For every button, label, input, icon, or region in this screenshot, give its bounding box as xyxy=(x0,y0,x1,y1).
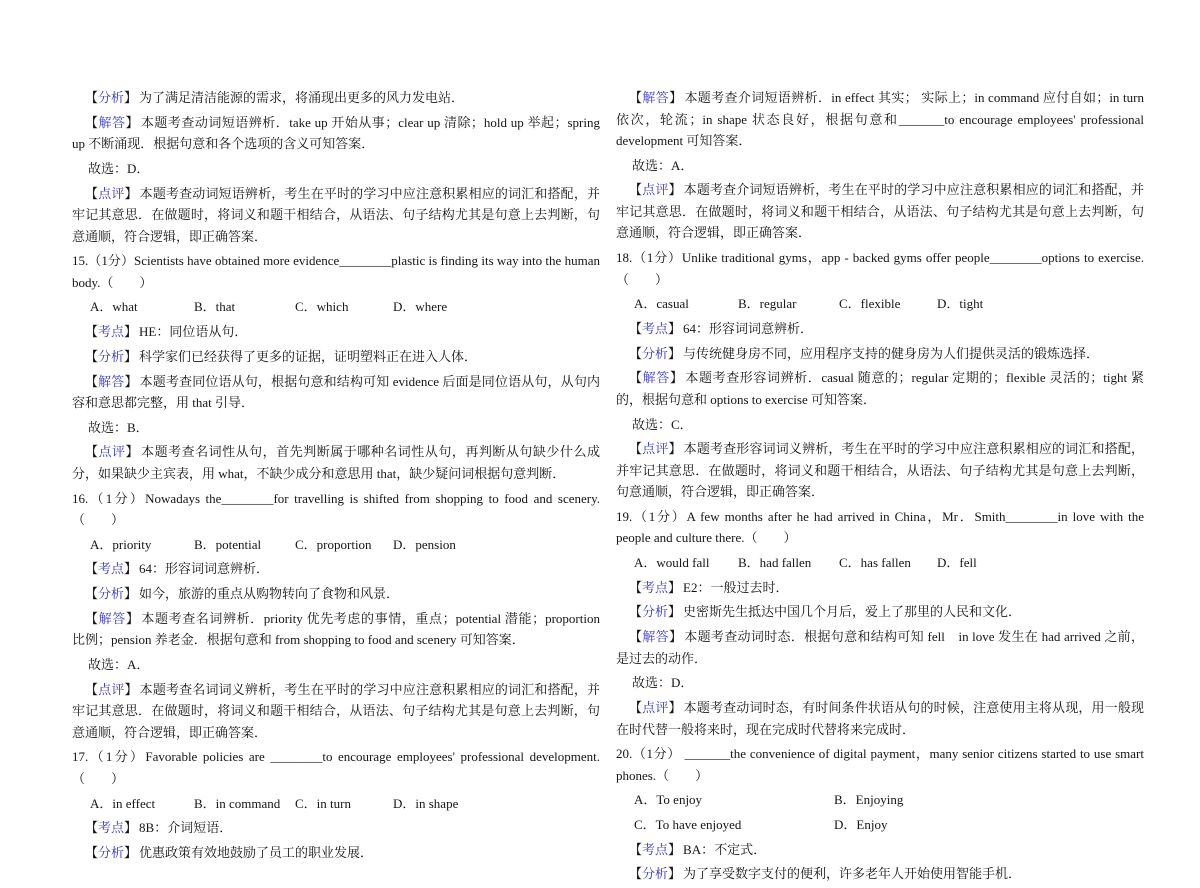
option-d: D．in shape xyxy=(393,795,459,811)
bracket-tag xyxy=(85,682,138,697)
paragraph-text: 如今，旅游的重点从购物转向了食物和风景． xyxy=(139,586,400,602)
paragraph-text: 本题考查动词短语辨析，考生在平时的学习中应注意积累相应的词汇和搭配，并牢记其意思．在做题时，将词义和题干相结合，从语法、句子结构尤其是句意上去判断，句意通顺，符合逻辑，即正确答案． xyxy=(72,185,600,244)
question-stem-20 xyxy=(616,743,1144,786)
bracket-tag xyxy=(629,700,682,715)
option-d: D．Enjoy xyxy=(834,816,888,832)
bracket-open: 【 xyxy=(85,348,99,364)
tag-label-analysis: 分析 xyxy=(642,345,669,361)
bracket-open: 【 xyxy=(85,844,99,860)
bracket-open: 【 xyxy=(629,370,643,386)
bracket-open: 【 xyxy=(629,320,643,336)
option-d: D．where xyxy=(393,299,448,315)
bracket-open: 【 xyxy=(629,700,643,715)
comment-paragraph xyxy=(72,679,600,744)
keypoint-paragraph xyxy=(616,577,1144,599)
option-a: A．what xyxy=(90,299,138,315)
tag-label-analysis: 分析 xyxy=(98,348,125,364)
tag-label-comment: 点评 xyxy=(642,182,669,198)
bracket-open: 【 xyxy=(629,345,643,361)
tag-label-analysis: 分析 xyxy=(98,844,125,860)
bracket-tag xyxy=(629,441,682,456)
analysis-paragraph xyxy=(616,601,1144,623)
bracket-close: 】 xyxy=(125,114,139,130)
bracket-tag xyxy=(85,820,137,835)
option-a: A．in effect xyxy=(90,795,156,811)
bracket-close: 】 xyxy=(124,373,138,389)
option-b: B．that xyxy=(194,299,236,315)
bracket-close: 】 xyxy=(124,185,138,201)
bracket-open: 【 xyxy=(85,114,99,130)
paragraph-text: 本题考查同位语从句，根据句意和结构可知 evidence 后面是同位语从句，从句内容和意思都完整，用 that 引导． xyxy=(72,373,600,410)
bracket-open: 【 xyxy=(85,324,99,340)
paragraph-text: 本题考查名词辨析．priority 优先考虑的事情，重点；potential 潜能；proportion 比例；pension 养老金．根据句意和 from shopping to food and scenery 可知答案． xyxy=(72,610,600,648)
paragraph-text: 本题考查形容词辨析．casual 随意的；regular 定期的；flexible 灵活的；tight 紧的，根据句意和 options to exercise 可知答案． xyxy=(616,370,1144,407)
answer-choice-text: 故选：C． xyxy=(632,416,693,432)
question-stem-17 xyxy=(72,746,600,789)
comment-paragraph xyxy=(616,179,1144,244)
paragraph-text: 本题考查动词时态．根据句意和结构可知 fell in love 发生在 had arrived 之前，是过去的动作． xyxy=(616,629,1144,666)
tag-label-analysis: 分析 xyxy=(642,866,669,882)
option-c: C．To have enjoyed xyxy=(634,816,742,832)
paragraph-text: BA：不定式． xyxy=(683,841,767,857)
option-c: C．flexible xyxy=(839,296,901,312)
paragraph-text: 64：形容词词意辨析． xyxy=(683,320,814,336)
paragraph-text: 本题考查介词短语辨析，考生在平时的学习中应注意积累相应的词汇和搭配，并牢记其意思．在做题时，将词义和题干相结合，从语法、句子结构尤其是句意上去判断，句意通顺，符合逻辑，即正确答案． xyxy=(616,182,1144,241)
bracket-tag xyxy=(85,586,137,601)
option-c: C．which xyxy=(295,299,349,315)
bracket-tag xyxy=(629,866,681,881)
bracket-open: 【 xyxy=(85,561,99,577)
bracket-tag xyxy=(85,444,139,459)
bracket-open: 【 xyxy=(85,90,99,105)
answer-choice-line xyxy=(72,654,600,676)
bracket-open: 【 xyxy=(85,444,99,460)
tag-label-explanation: 解答 xyxy=(642,370,670,386)
bracket-open: 【 xyxy=(629,579,643,595)
keypoint-paragraph xyxy=(616,839,1144,861)
answer-choice-line xyxy=(616,414,1144,436)
option-a: A．To enjoy xyxy=(634,792,703,808)
tag-label-keypoint: 考点 xyxy=(98,324,125,340)
bracket-close: 】 xyxy=(125,610,140,626)
bracket-close: 】 xyxy=(124,90,138,105)
question-text: 15.（1分）Scientists have obtained more evidence________plastic is finding its way into the human body.（ ） xyxy=(72,253,600,290)
tag-label-explanation: 解答 xyxy=(98,373,125,389)
tag-label-analysis: 分析 xyxy=(642,604,669,620)
bracket-tag xyxy=(85,90,137,105)
bracket-close: 】 xyxy=(669,370,684,386)
tag-label-keypoint: 考点 xyxy=(642,320,669,336)
bracket-open: 【 xyxy=(629,841,643,857)
bracket-tag xyxy=(85,115,139,130)
tag-label-explanation: 解答 xyxy=(98,114,126,130)
question-stem-16 xyxy=(72,488,600,531)
options-row-17 xyxy=(72,793,600,815)
tag-label-explanation: 解答 xyxy=(642,90,670,105)
left-column xyxy=(72,87,600,867)
bracket-close: 】 xyxy=(668,700,682,715)
bracket-close: 】 xyxy=(124,348,138,364)
keypoint-paragraph xyxy=(72,817,600,839)
question-text: 17.（1分）Favorable policies are ________to encourage employees' professional development.（ ） xyxy=(72,749,600,786)
question-text: 18.（1分）Unlike traditional gyms，app - backed gyms offer people________options to exercise.（ ） xyxy=(616,250,1144,287)
paragraph-text: 科学家们已经获得了更多的证据，证明塑料正在进入人体． xyxy=(139,348,478,364)
bracket-tag xyxy=(85,186,138,201)
option-d: D．fell xyxy=(937,555,977,571)
paragraph-text: 本题考查介词短语辨析．in effect 其实； 实际上；in command 应付自如；in turn 依次，轮流；in shape 状态良好，根据句意和_______to encourage employees' professional development 可知答案． xyxy=(616,90,1144,148)
question-text: 16.（1分）Nowadays the________for travelling is shifted from shopping to food and scenery.（ ） xyxy=(72,490,600,528)
options-row-18 xyxy=(616,293,1144,315)
paragraph-text: 本题考查动词短语辨析．take up 开始从事；clear up 清除；hold up 举起；spring up 不断涌现．根据句意和各个选项的含义可知答案． xyxy=(72,114,600,152)
bracket-close: 】 xyxy=(124,324,138,340)
bracket-open: 【 xyxy=(629,604,643,620)
option-c: C．proportion xyxy=(295,536,372,552)
bracket-tag xyxy=(629,842,681,857)
paragraph-text: 本题考查名词词义辨析，考生在平时的学习中应注意积累相应的词汇和搭配，并牢记其意思．在做题时，将词义和题干相结合，从语法、句子结构尤其是句意上去判断，句意通顺，符合逻辑，即正确答案． xyxy=(72,681,600,740)
bracket-tag xyxy=(85,324,137,339)
comment-paragraph xyxy=(616,438,1144,503)
keypoint-paragraph xyxy=(616,318,1144,340)
explanation-paragraph xyxy=(72,112,600,155)
analysis-paragraph xyxy=(72,346,600,368)
answer-choice-text: 故选：D． xyxy=(632,675,694,691)
tag-label-comment: 点评 xyxy=(98,185,125,201)
options-row-19 xyxy=(616,552,1144,574)
bracket-close: 】 xyxy=(668,866,682,882)
tag-label-keypoint: 考点 xyxy=(98,820,125,836)
bracket-close: 】 xyxy=(124,844,138,860)
question-stem-18 xyxy=(616,247,1144,290)
option-a: A．would fall xyxy=(634,555,710,571)
question-stem-15 xyxy=(72,250,600,293)
bracket-tag xyxy=(85,561,137,576)
explanation-paragraph xyxy=(616,367,1144,410)
option-a: A．casual xyxy=(634,296,689,312)
paragraph-text: 本题考查动词时态，有时间条件状语从句的时候，注意使用主将从现，用一般现在时代替一般将来时，现在完成时代替将来完成时． xyxy=(616,700,1144,737)
tag-label-keypoint: 考点 xyxy=(98,561,125,577)
question-text: 20.（1分） _______the convenience of digital payment，many senior citizens started to use smart phones.（ ） xyxy=(616,746,1144,783)
bracket-open: 【 xyxy=(85,586,99,602)
bracket-tag xyxy=(629,370,683,385)
tag-label-explanation: 解答 xyxy=(98,610,126,626)
paragraph-text: 本题考查名词性从句，首先判断属于哪种名词性从句，再判断从句缺少什么成分，如果缺少主宾表，用 what，不缺少成分和意思用 that，缺少疑问词根据句意判断． xyxy=(72,444,600,481)
options-row-16 xyxy=(72,534,600,556)
paragraph-text: 64：形容词词意辨析． xyxy=(139,561,270,577)
option-b: B．in command xyxy=(194,795,281,811)
bracket-close: 】 xyxy=(668,579,682,595)
option-b: B．regular xyxy=(738,296,797,312)
bracket-tag xyxy=(629,629,682,644)
answer-choice-text: 故选：A． xyxy=(88,657,150,672)
paragraph-text: HE：同位语从句． xyxy=(139,324,248,340)
tag-label-analysis: 分析 xyxy=(98,586,125,602)
bracket-close: 】 xyxy=(668,441,682,457)
analysis-paragraph xyxy=(72,842,600,864)
bracket-close: 】 xyxy=(124,820,138,836)
question-text: 19.（1分）A few months after he had arrived in China，Mr．Smith________in love with the people and culture there.（ ） xyxy=(616,508,1144,546)
paragraph-text: 8B：介词短语． xyxy=(139,820,233,836)
bracket-close: 】 xyxy=(668,604,682,620)
question-stem-19 xyxy=(616,506,1144,549)
analysis-paragraph xyxy=(72,583,600,605)
bracket-close: 】 xyxy=(668,345,682,361)
keypoint-paragraph xyxy=(72,321,600,343)
comment-paragraph xyxy=(72,441,600,484)
option-b: B．had fallen xyxy=(738,555,812,571)
answer-choice-line xyxy=(616,155,1144,177)
answer-choice-text: 故选：B． xyxy=(88,419,149,435)
options-grid-20 xyxy=(616,789,1144,835)
bracket-close: 】 xyxy=(124,586,138,602)
comment-paragraph xyxy=(72,183,600,248)
bracket-open: 【 xyxy=(85,681,99,697)
bracket-open: 【 xyxy=(629,182,643,198)
bracket-open: 【 xyxy=(85,373,99,389)
tag-label-comment: 点评 xyxy=(98,444,126,460)
analysis-paragraph xyxy=(616,343,1144,365)
paragraph-text: 与传统健身房不同，应用程序支持的健身房为人们提供灵活的锻炼选择． xyxy=(683,345,1100,361)
right-column xyxy=(616,87,1144,888)
explanation-paragraph xyxy=(616,87,1144,152)
bracket-tag xyxy=(629,321,681,336)
paragraph-text: 优惠政策有效地鼓励了员工的职业发展． xyxy=(139,844,374,860)
tag-label-comment: 点评 xyxy=(642,700,669,715)
answer-choice-line xyxy=(72,158,600,180)
bracket-tag xyxy=(629,604,681,619)
paragraph-text: 本题考查形容词词义辨析，考生在平时的学习中应注意积累相应的词汇和搭配，并牢记其意思．在做题时，将词义和题干相结合，从语法、句子结构尤其是句意上去判断，句意通顺，符合逻辑，即正确答案． xyxy=(616,441,1144,500)
bracket-close: 】 xyxy=(668,841,682,857)
paragraph-text: 为了满足清洁能源的需求，将涌现出更多的风力发电站． xyxy=(139,90,465,105)
analysis-paragraph xyxy=(72,87,600,109)
tag-label-comment: 点评 xyxy=(98,681,125,697)
comment-paragraph xyxy=(616,697,1144,740)
bracket-open: 【 xyxy=(85,820,99,836)
bracket-tag xyxy=(629,346,681,361)
answer-choice-text: 故选：D． xyxy=(88,160,150,176)
bracket-close: 】 xyxy=(124,561,138,577)
answer-choice-line xyxy=(616,672,1144,694)
option-b: B．potential xyxy=(194,536,262,552)
paragraph-text: E2：一般过去时． xyxy=(683,579,789,595)
explanation-paragraph xyxy=(72,371,600,414)
option-b: B．Enjoying xyxy=(834,792,904,808)
bracket-tag xyxy=(629,182,682,197)
tag-label-keypoint: 考点 xyxy=(642,579,669,595)
option-d: D．pension xyxy=(393,536,456,552)
bracket-tag xyxy=(85,845,137,860)
bracket-open: 【 xyxy=(629,629,643,645)
bracket-close: 】 xyxy=(125,444,140,460)
bracket-open: 【 xyxy=(85,185,99,201)
explanation-paragraph xyxy=(72,608,600,651)
bracket-close: 】 xyxy=(668,320,682,336)
option-d: D．tight xyxy=(937,296,984,312)
tag-label-explanation: 解答 xyxy=(642,629,669,645)
bracket-open: 【 xyxy=(629,441,643,457)
tag-label-keypoint: 考点 xyxy=(642,841,669,857)
bracket-tag xyxy=(85,611,139,626)
bracket-close: 】 xyxy=(668,629,683,645)
tag-label-comment: 点评 xyxy=(642,441,669,457)
bracket-close: 】 xyxy=(124,681,138,697)
paragraph-text: 为了享受数字支付的便利，许多老年人开始使用智能手机． xyxy=(683,866,1022,882)
explanation-paragraph xyxy=(616,626,1144,669)
bracket-close: 】 xyxy=(669,90,683,105)
bracket-tag xyxy=(629,90,682,105)
bracket-tag xyxy=(85,349,137,364)
options-row-15 xyxy=(72,296,600,318)
bracket-open: 【 xyxy=(85,610,99,626)
answer-choice-text: 故选：A． xyxy=(632,157,694,173)
keypoint-paragraph xyxy=(72,558,600,580)
analysis-paragraph xyxy=(616,863,1144,885)
paragraph-text: 史密斯先生抵达中国几个月后，爱上了那里的人民和文化． xyxy=(683,604,1022,620)
option-a: A．priority xyxy=(90,536,152,552)
option-c: C．in turn xyxy=(295,795,351,811)
bracket-open: 【 xyxy=(629,90,643,105)
answer-choice-line xyxy=(72,417,600,439)
bracket-close: 】 xyxy=(668,182,682,198)
tag-label-analysis: 分析 xyxy=(98,90,125,105)
bracket-tag xyxy=(629,580,681,595)
bracket-open: 【 xyxy=(629,866,643,882)
option-c: C．has fallen xyxy=(839,555,911,571)
bracket-tag xyxy=(85,374,138,389)
